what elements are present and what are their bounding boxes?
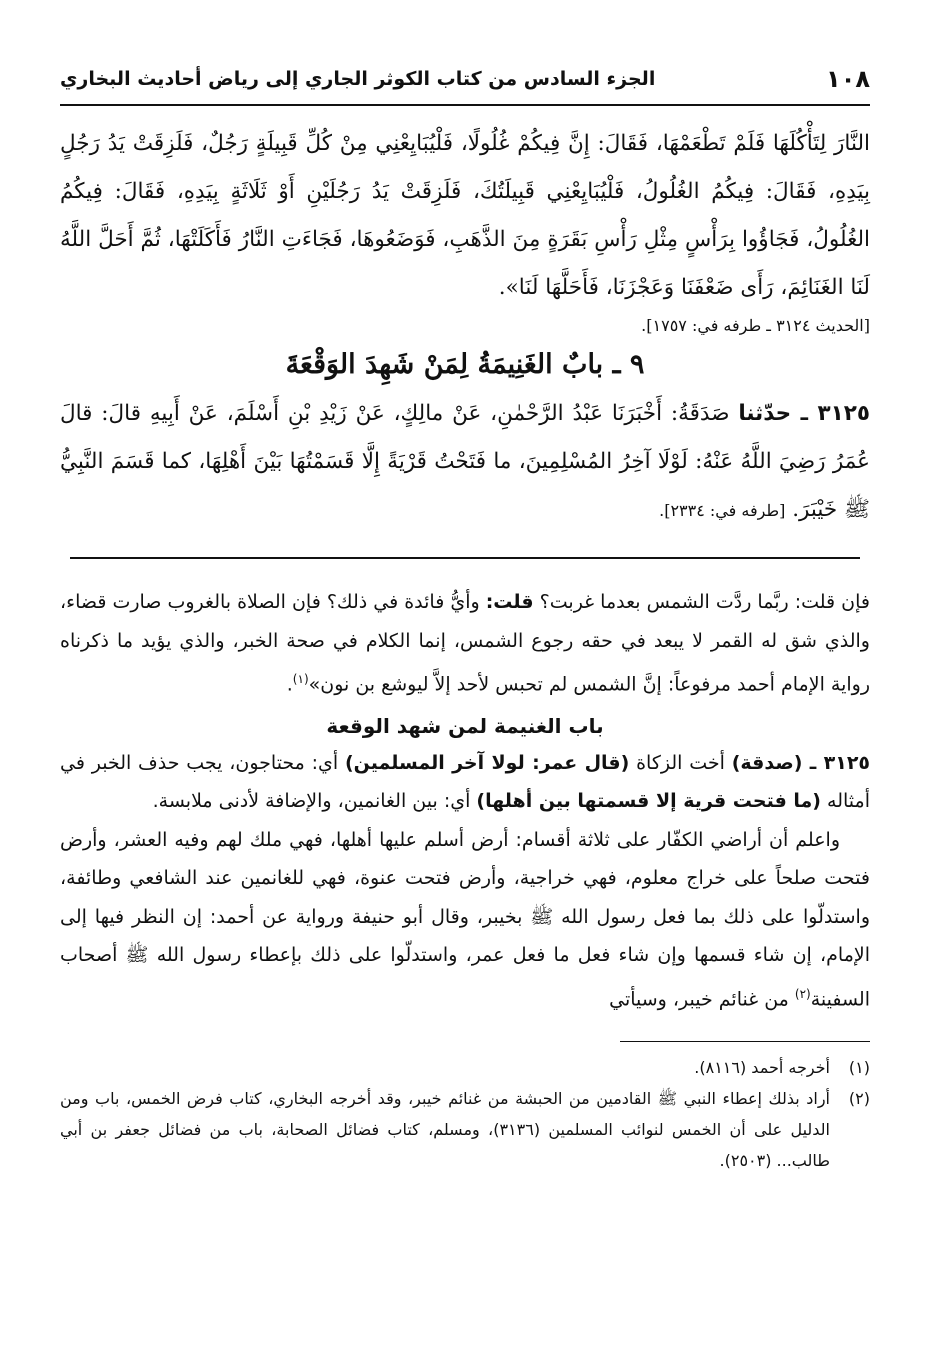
commentary-paragraph-3	[60, 821, 870, 1019]
footnote-2	[60, 1083, 870, 1176]
commentary-text: أي: محتاجون، يجب حذف الخبر في أمثاله	[60, 751, 870, 813]
chapter-heading: ٩ ـ بابٌ الغَنِيمَةُ لِمَنْ شَهِدَ الوَقْعَةَ	[285, 349, 645, 380]
commentary-paragraph-2	[60, 744, 870, 821]
footnote-text: أخرجه أحمد (٨١١٦).	[694, 1057, 830, 1077]
commentary-text: أخت الزكاة	[629, 751, 732, 774]
commentary-bold: قلت:	[485, 591, 534, 613]
commentary-text: فإن قلت: ربَّما ردَّت الشمس بعدما غربت؟	[533, 591, 870, 613]
commentary-bold: (قال عمر: لولا آخر المسلمين)	[345, 751, 630, 774]
hadith-continuation	[60, 120, 870, 312]
page-number: ١٠٨	[826, 65, 870, 93]
section-divider	[70, 557, 860, 559]
commentary-text: واعلم أن أراضي الكفّار على ثلاثة أقسام: أرض أسلم عليها أهلها، فهي ملك لهم وفيه العشر، وأرض فتحت صلحاً على خراج معلوم، فهي خراجية، وأرض فتحت عنوة، فهي للغانمين عند الشافعي وطائفة، واستدلّوا على ذلك بما فعل رسول الله ﷺ بخيبر، وقال أبو حنيفة ورواية عن أحمد: إن النظر فيها إلى الإمام، إن شاء قسمها وإن شاء فعل ما فعل عمر، واستدلّوا على ذلك بإعطاء رسول الله ﷺ أصحاب السفينة	[60, 828, 870, 1011]
hadith-3125-reference: [طرفه في: ٢٣٣٤].	[659, 501, 786, 520]
header-rule	[60, 104, 870, 106]
footnote-number: (١)	[848, 1057, 870, 1077]
footnote-text: أراد بذلك إعطاء النبي ﷺ القادمين من الحبشة من غنائم خيبر، وقد أخرجه البخاري، كتاب فرض الخمس، باب ومن الدليل على أن الخمس لنوائب المسلمين (٣١٣٦)، ومسلم، كتاب فضائل الصحابة، باب من فضائل جعفر بن أبي طالب... (٢٥٠٣).	[60, 1088, 830, 1170]
commentary-text: من غنائم خيبر، وسيأتي	[609, 988, 795, 1011]
hadith-reference: [الحديث ٣١٢٤ ـ طرفه في: ١٧٥٧].	[641, 316, 870, 335]
book-page	[60, 58, 870, 1338]
hadith-3125-text: صَدَقَةُ: أَخْبَرَنَا عَبْدُ الرَّحْمٰنِ، عَنْ مالِكٍ، عَنْ زَيْدِ بْنِ أَسْلَمَ، عَنْ أَبِيهِ قالَ: قالَ عُمَرُ رَضِيَ اللَّهُ عَنْهُ: لَوْلَا آخِرُ المُسْلِمِينَ، ما فَتَحْتُ قَرْيَةً إِلَّا قَسَمْتُهَا بَيْنَ أَهْلِهَا، كما قَسَمَ النَّبِيُّ ﷺ خَيْبَرَ.	[60, 401, 870, 522]
commentary-text: أي: بين الغانمين، والإضافة لأدنى ملابسة.	[152, 790, 477, 813]
commentary-bold: (ما فتحت قرية إلا قسمتها بين أهلها)	[476, 790, 821, 813]
footnote-marker-2[interactable]: (٢)	[794, 986, 811, 1001]
hadith-number: ٣١٢٥ ـ حدّثنا	[738, 401, 871, 426]
footnote-marker-1[interactable]: (١)	[292, 672, 309, 686]
hadith-continuation-text: النَّارَ لِتَأْكُلَهَا فَلَمْ تَطْعَمْهَا، فَقَالَ: إِنَّ فِيكُمْ غُلُولًا، فَلْيُبَايِعْنِي مِنْ كُلِّ قَبِيلَةٍ رَجُلٌ، فَلَزِقَتْ يَدُ رَجُلٍ بِيَدِهِ، فَقَالَ: فِيكُمُ الغُلُولُ، فَلْيُبَايِعْنِي قَبِيلَتُكَ، فَلَزِقَتْ يَدُ رَجُلَيْنِ أَوْ ثَلَاثَةٍ بِيَدِهِ، فَقَالَ: فِيكُمُ الغُلُولُ، فَجَاؤُوا بِرَأْسٍ مِثْلِ رَأْسِ بَقَرَةٍ مِنَ الذَّهَبِ، فَوَضَعُوهَا، فَجَاءَتِ النَّارُ فَأَكَلَتْهَا، ثُمَّ أَحَلَّ اللَّهُ لَنَا الغَنَائِمَ، رَأَى ضَعْفَنَا وَعَجْزَنَا، فَأَحَلَّهَا لَنَا».	[60, 131, 870, 300]
hadith-3125	[60, 390, 870, 535]
running-header	[60, 58, 870, 100]
commentary-text: وأيُّ فائدة في ذلك؟ فإن الصلاة بالغروب صارت قضاء، والذي شق له القمر لا يبعد في حقه رجوع الشمس، إنما الكلام في صحة الخبر، والذي يؤيد ما ذكرناه رواية الإمام أحمد مرفوعاً: إنَّ الشمس لم تحبس لأحد إلاَّ ليوشع بن نون»	[60, 591, 870, 696]
commentary-paragraph-1	[60, 583, 870, 704]
commentary-bold: ٣١٢٥ ـ (صدقة)	[731, 751, 871, 774]
footnote-rule	[620, 1041, 870, 1042]
footnote-number: (٢)	[848, 1088, 870, 1108]
running-title: الجزء السادس من كتاب الكوثر الجاري إلى رياض أحاديث البخاري	[60, 68, 656, 90]
commentary-text: .	[286, 673, 293, 696]
footnote-1	[60, 1052, 870, 1083]
commentary-heading: باب الغنيمة لمن شهد الوقعة	[326, 713, 604, 738]
